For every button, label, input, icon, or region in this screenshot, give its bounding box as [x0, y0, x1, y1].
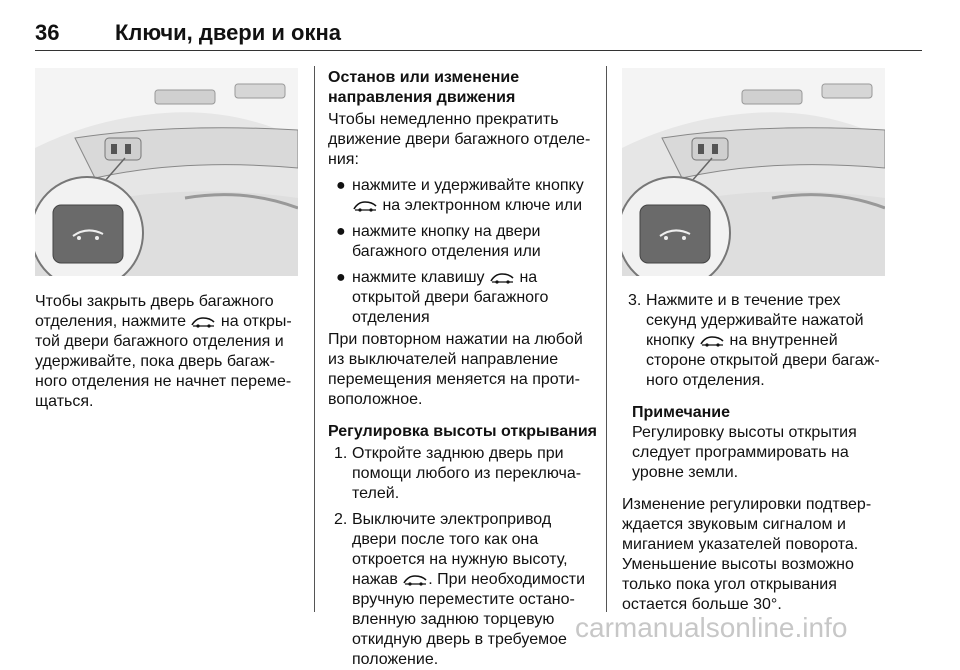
- bullet-dot: ●: [336, 223, 346, 240]
- reverse-paragraph: При повторном нажатии на любой из выключателей направление перемещения меняется на проти- воположное.: [328, 331, 583, 408]
- remote-tailgate-icon: [489, 272, 515, 284]
- step-text: Выключите электропривод двери после того как она откроется на нужную высоту, нажав . При необходимости вручную переместите остано- вленную заднюю торцевую откидную дверь в требуемое положение.: [352, 511, 586, 668]
- stop-intro: Чтобы немедленно прекратить движение двери багажного отделе- ния:: [328, 111, 591, 168]
- bullet-dot: ●: [336, 177, 346, 194]
- bullet-text: нажмите кнопку на двери багажного отделения или: [352, 223, 541, 260]
- right-column: [622, 291, 894, 615]
- step-number: 1.: [334, 445, 348, 462]
- note-text: Регулировку высоты открытия следует программировать на уровне земли.: [632, 424, 857, 481]
- note-block: [622, 403, 894, 483]
- bullet-item: [328, 268, 600, 328]
- bullet-text: нажмите клавишу на открытой двери багажного отделения: [352, 269, 549, 326]
- page-title: Ключи, двери и окна: [115, 20, 341, 45]
- tailgate-illustration-right: [622, 68, 885, 276]
- tailgate-illustration-left: [35, 68, 298, 276]
- section-heading-height: Регулировка высоты открывания: [328, 423, 597, 440]
- remote-tailgate-icon: [352, 200, 378, 212]
- bullet-item: [328, 222, 600, 262]
- column-divider-2: [606, 66, 607, 612]
- remote-tailgate-icon: [190, 316, 216, 328]
- bullet-dot: ●: [336, 269, 346, 286]
- right-paragraph: Изменение регулировки подтвер- ждается звуковым сигналом и миганием указателей поворота. Уменьшение высоты возможно только пока угол открывания остается больше 30°.: [622, 496, 872, 613]
- step-1: [328, 444, 600, 504]
- column-divider-1: [314, 66, 315, 612]
- step-number: 3.: [628, 292, 642, 309]
- bullet-text: нажмите и удерживайте кнопку на электронном ключе или: [352, 177, 584, 214]
- note-heading: Примечание: [632, 404, 731, 421]
- remote-tailgate-icon: [402, 574, 428, 586]
- left-column: [35, 292, 305, 412]
- remote-tailgate-icon: [699, 335, 725, 347]
- step-3: [622, 291, 894, 391]
- section-heading-stop: Останов или изменение направления движения: [328, 69, 520, 106]
- step-number: 2.: [334, 511, 348, 528]
- middle-column: [328, 68, 600, 670]
- watermark: carmanualsonline.info: [575, 612, 848, 643]
- step-2: [328, 510, 600, 670]
- page-number: 36: [35, 20, 60, 45]
- step-text: Откройте заднюю дверь при помощи любого из переключа- телей.: [352, 445, 582, 502]
- left-paragraph: Чтобы закрыть дверь багажного отделения, нажмите на откры- той двери багажного отделения и удерживайте, пока дверь багаж- ного отделения не начнет переме- щаться.: [35, 293, 292, 410]
- header-rule: [35, 50, 922, 51]
- step-text: Нажмите и в течение трех секунд удерживайте нажатой кнопку на внутренней стороне открытой двери багаж- ного отделения.: [646, 292, 880, 389]
- bullet-item: [328, 176, 600, 216]
